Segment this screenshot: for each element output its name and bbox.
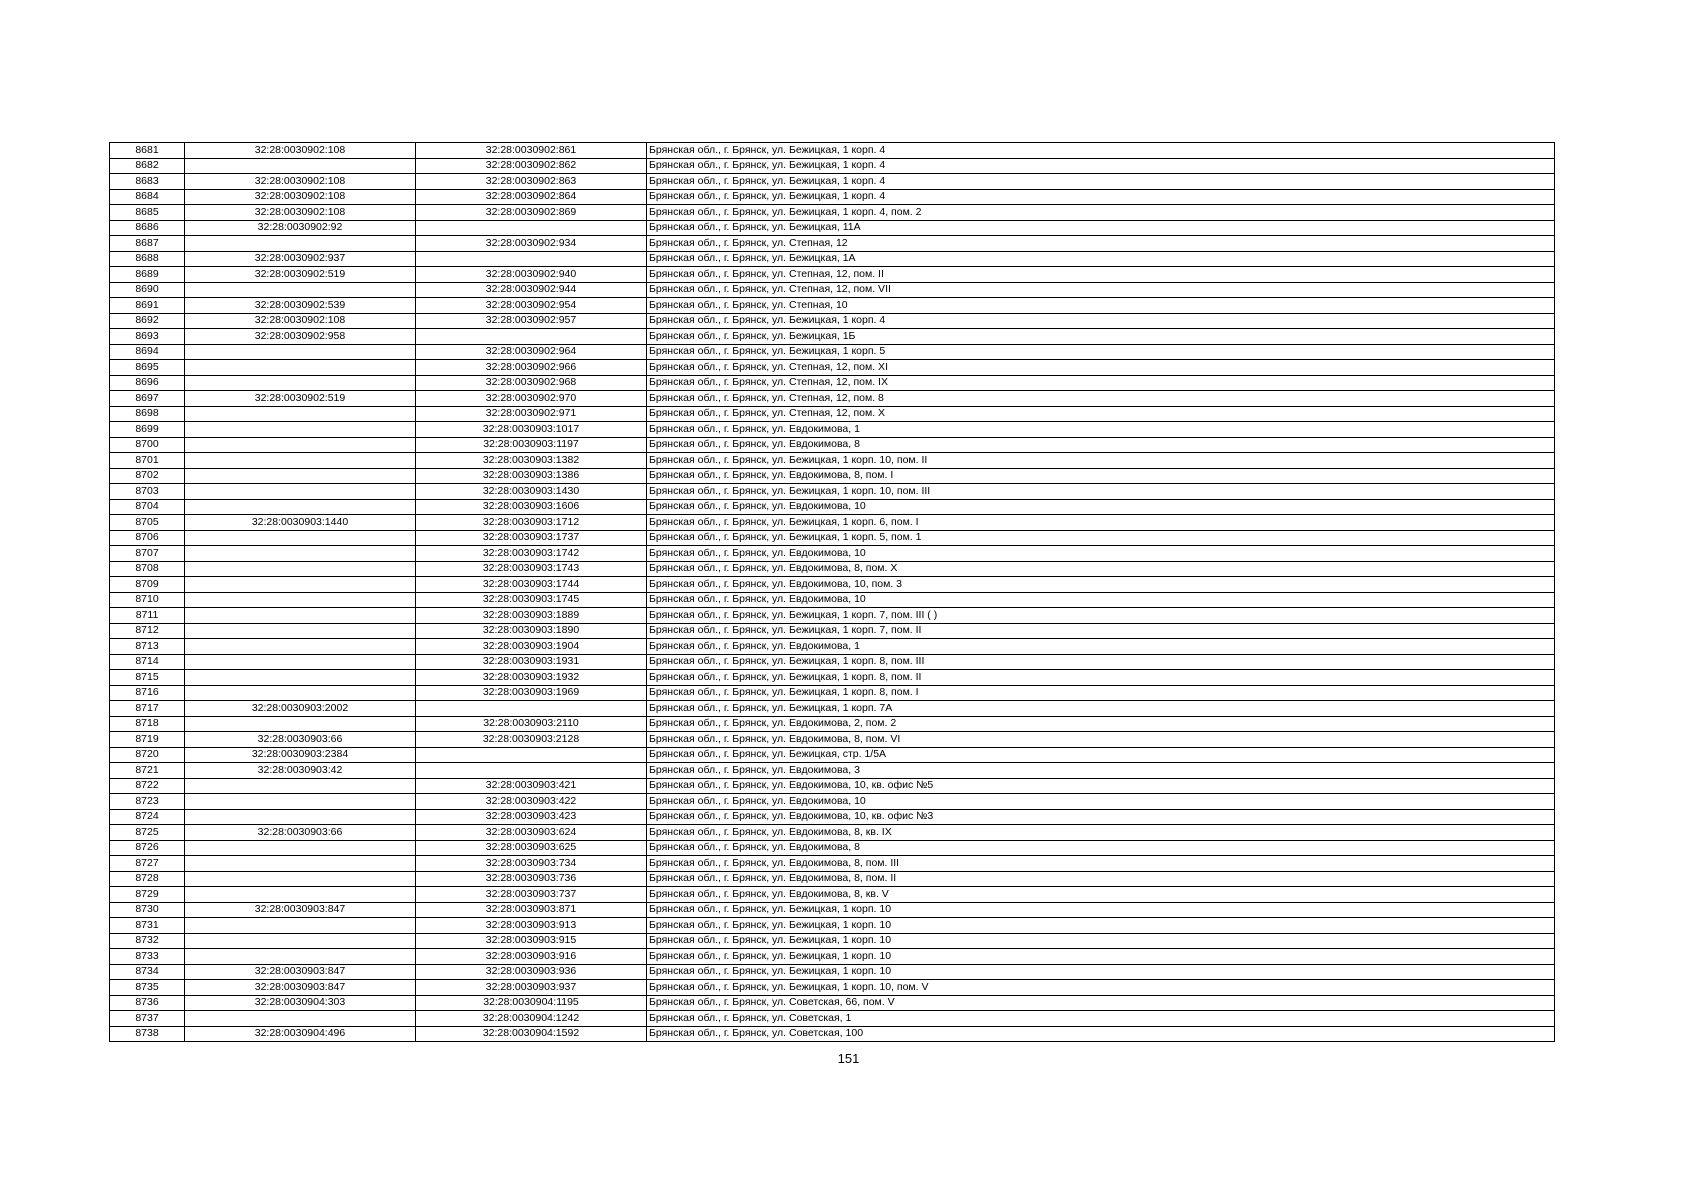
address-cell: Брянская обл., г. Брянск, ул. Бежицкая, 1 корп. 8, пом. I	[647, 685, 1555, 701]
row-number-cell: 8734	[110, 964, 185, 980]
row-number-cell: 8704	[110, 499, 185, 515]
address-cell: Брянская обл., г. Брянск, ул. Бежицкая, 1 корп. 7А	[647, 701, 1555, 717]
row-number-cell: 8735	[110, 980, 185, 996]
object-cadastral-number-cell: 32:28:0030902:971	[416, 406, 647, 422]
parcel-cadastral-number-cell: 32:28:0030902:108	[185, 205, 416, 221]
address-cell: Брянская обл., г. Брянск, ул. Бежицкая, 1 корп. 7, пом. III ( )	[647, 608, 1555, 624]
address-cell: Брянская обл., г. Брянск, ул. Степная, 12, пом. XI	[647, 360, 1555, 376]
table-row	[110, 546, 1555, 562]
row-number-cell: 8710	[110, 592, 185, 608]
row-number-cell: 8691	[110, 298, 185, 314]
object-cadastral-number-cell: 32:28:0030902:861	[416, 143, 647, 159]
parcel-cadastral-number-cell: 32:28:0030902:519	[185, 391, 416, 407]
object-cadastral-number-cell: 32:28:0030903:1606	[416, 499, 647, 515]
row-number-cell: 8706	[110, 530, 185, 546]
table-row	[110, 484, 1555, 500]
table-row	[110, 995, 1555, 1011]
parcel-cadastral-number-cell	[185, 871, 416, 887]
address-cell: Брянская обл., г. Брянск, ул. Евдокимова, 8	[647, 840, 1555, 856]
parcel-cadastral-number-cell	[185, 918, 416, 934]
parcel-cadastral-number-cell: 32:28:0030903:1440	[185, 515, 416, 531]
parcel-cadastral-number-cell	[185, 608, 416, 624]
row-number-cell: 8732	[110, 933, 185, 949]
parcel-cadastral-number-cell: 32:28:0030903:66	[185, 825, 416, 841]
table-row	[110, 499, 1555, 515]
address-cell: Брянская обл., г. Брянск, ул. Евдокимова, 8, кв. V	[647, 887, 1555, 903]
parcel-cadastral-number-cell	[185, 778, 416, 794]
row-number-cell: 8698	[110, 406, 185, 422]
row-number-cell: 8727	[110, 856, 185, 872]
object-cadastral-number-cell: 32:28:0030903:1017	[416, 422, 647, 438]
object-cadastral-number-cell: 32:28:0030902:968	[416, 375, 647, 391]
address-cell: Брянская обл., г. Брянск, ул. Бежицкая, 1 корп. 4, пом. 2	[647, 205, 1555, 221]
parcel-cadastral-number-cell	[185, 949, 416, 965]
object-cadastral-number-cell: 32:28:0030903:1743	[416, 561, 647, 577]
address-cell: Брянская обл., г. Брянск, ул. Бежицкая, 1 корп. 10	[647, 964, 1555, 980]
row-number-cell: 8686	[110, 220, 185, 236]
parcel-cadastral-number-cell: 32:28:0030902:108	[185, 143, 416, 159]
address-cell: Брянская обл., г. Брянск, ул. Степная, 12	[647, 236, 1555, 252]
address-cell: Брянская обл., г. Брянск, ул. Бежицкая, 1 корп. 8, пом. II	[647, 670, 1555, 686]
parcel-cadastral-number-cell	[185, 158, 416, 174]
object-cadastral-number-cell: 32:28:0030903:1744	[416, 577, 647, 593]
parcel-cadastral-number-cell: 32:28:0030902:958	[185, 329, 416, 345]
row-number-cell: 8695	[110, 360, 185, 376]
object-cadastral-number-cell: 32:28:0030902:863	[416, 174, 647, 190]
object-cadastral-number-cell: 32:28:0030903:937	[416, 980, 647, 996]
address-cell: Брянская обл., г. Брянск, ул. Бежицкая, 1 корп. 5, пом. 1	[647, 530, 1555, 546]
address-cell: Брянская обл., г. Брянск, ул. Бежицкая, 1 корп. 10	[647, 933, 1555, 949]
address-cell: Брянская обл., г. Брянск, ул. Евдокимова, 3	[647, 763, 1555, 779]
parcel-cadastral-number-cell	[185, 577, 416, 593]
object-cadastral-number-cell: 32:28:0030903:936	[416, 964, 647, 980]
address-cell: Брянская обл., г. Брянск, ул. Бежицкая, 1 корп. 8, пом. III	[647, 654, 1555, 670]
table-row	[110, 515, 1555, 531]
object-cadastral-number-cell	[416, 329, 647, 345]
address-cell: Брянская обл., г. Брянск, ул. Бежицкая, 1 корп. 7, пом. II	[647, 623, 1555, 639]
object-cadastral-number-cell: 32:28:0030902:864	[416, 189, 647, 205]
object-cadastral-number-cell: 32:28:0030903:423	[416, 809, 647, 825]
object-cadastral-number-cell: 32:28:0030903:871	[416, 902, 647, 918]
object-cadastral-number-cell: 32:28:0030903:1430	[416, 484, 647, 500]
object-cadastral-number-cell: 32:28:0030903:421	[416, 778, 647, 794]
object-cadastral-number-cell: 32:28:0030904:1592	[416, 1026, 647, 1042]
table-row	[110, 174, 1555, 190]
address-cell: Брянская обл., г. Брянск, ул. Советская, 100	[647, 1026, 1555, 1042]
row-number-cell: 8699	[110, 422, 185, 438]
table-row	[110, 639, 1555, 655]
table-row	[110, 887, 1555, 903]
address-cell: Брянская обл., г. Брянск, ул. Бежицкая, 1 корп. 10, пом. V	[647, 980, 1555, 996]
object-cadastral-number-cell: 32:28:0030903:625	[416, 840, 647, 856]
object-cadastral-number-cell: 32:28:0030903:1197	[416, 437, 647, 453]
object-cadastral-number-cell: 32:28:0030903:1742	[416, 546, 647, 562]
parcel-cadastral-number-cell: 32:28:0030903:66	[185, 732, 416, 748]
row-number-cell: 8721	[110, 763, 185, 779]
row-number-cell: 8723	[110, 794, 185, 810]
address-cell: Брянская обл., г. Брянск, ул. Бежицкая, 1 корп. 10	[647, 949, 1555, 965]
object-cadastral-number-cell: 32:28:0030903:916	[416, 949, 647, 965]
table-row	[110, 825, 1555, 841]
address-cell: Брянская обл., г. Брянск, ул. Степная, 12, пом. IX	[647, 375, 1555, 391]
address-cell: Брянская обл., г. Брянск, ул. Степная, 12, пом. 8	[647, 391, 1555, 407]
parcel-cadastral-number-cell	[185, 360, 416, 376]
table-row	[110, 608, 1555, 624]
row-number-cell: 8717	[110, 701, 185, 717]
table-row	[110, 964, 1555, 980]
table-row	[110, 344, 1555, 360]
table-row	[110, 933, 1555, 949]
row-number-cell: 8720	[110, 747, 185, 763]
table-row	[110, 530, 1555, 546]
row-number-cell: 8722	[110, 778, 185, 794]
row-number-cell: 8692	[110, 313, 185, 329]
table-row	[110, 577, 1555, 593]
table-row	[110, 267, 1555, 283]
table-row	[110, 236, 1555, 252]
parcel-cadastral-number-cell: 32:28:0030902:92	[185, 220, 416, 236]
address-cell: Брянская обл., г. Брянск, ул. Степная, 12, пом. II	[647, 267, 1555, 283]
address-cell: Брянская обл., г. Брянск, ул. Степная, 12, пом. VII	[647, 282, 1555, 298]
table-row	[110, 809, 1555, 825]
parcel-cadastral-number-cell: 32:28:0030903:847	[185, 902, 416, 918]
table-row	[110, 282, 1555, 298]
address-cell: Брянская обл., г. Брянск, ул. Евдокимова, 8, кв. IX	[647, 825, 1555, 841]
object-cadastral-number-cell	[416, 747, 647, 763]
table-row	[110, 949, 1555, 965]
row-number-cell: 8737	[110, 1011, 185, 1027]
address-cell: Брянская обл., г. Брянск, ул. Бежицкая, 1 корп. 10	[647, 918, 1555, 934]
row-number-cell: 8728	[110, 871, 185, 887]
row-number-cell: 8707	[110, 546, 185, 562]
table-row	[110, 360, 1555, 376]
parcel-cadastral-number-cell	[185, 933, 416, 949]
row-number-cell: 8690	[110, 282, 185, 298]
address-cell: Брянская обл., г. Брянск, ул. Бежицкая, 1 корп. 10	[647, 902, 1555, 918]
object-cadastral-number-cell: 32:28:0030902:966	[416, 360, 647, 376]
parcel-cadastral-number-cell	[185, 840, 416, 856]
parcel-cadastral-number-cell: 32:28:0030902:108	[185, 189, 416, 205]
parcel-cadastral-number-cell: 32:28:0030903:847	[185, 964, 416, 980]
object-cadastral-number-cell: 32:28:0030903:624	[416, 825, 647, 841]
address-cell: Брянская обл., г. Брянск, ул. Евдокимова, 10	[647, 546, 1555, 562]
table-row	[110, 716, 1555, 732]
address-cell: Брянская обл., г. Брянск, ул. Бежицкая, 1Б	[647, 329, 1555, 345]
table-row	[110, 654, 1555, 670]
page-number: 151	[837, 1051, 860, 1066]
table-row	[110, 592, 1555, 608]
table-row	[110, 422, 1555, 438]
parcel-cadastral-number-cell	[185, 499, 416, 515]
row-number-cell: 8696	[110, 375, 185, 391]
parcel-cadastral-number-cell	[185, 375, 416, 391]
parcel-cadastral-number-cell: 32:28:0030902:937	[185, 251, 416, 267]
address-cell: Брянская обл., г. Брянск, ул. Степная, 10	[647, 298, 1555, 314]
row-number-cell: 8726	[110, 840, 185, 856]
parcel-cadastral-number-cell	[185, 1011, 416, 1027]
cadastral-table	[109, 142, 1555, 1042]
parcel-cadastral-number-cell	[185, 484, 416, 500]
parcel-cadastral-number-cell	[185, 344, 416, 360]
parcel-cadastral-number-cell	[185, 794, 416, 810]
address-cell: Брянская обл., г. Брянск, ул. Бежицкая, 1 корп. 4	[647, 189, 1555, 205]
parcel-cadastral-number-cell	[185, 887, 416, 903]
object-cadastral-number-cell: 32:28:0030902:970	[416, 391, 647, 407]
address-cell: Брянская обл., г. Брянск, ул. Евдокимова, 10, пом. 3	[647, 577, 1555, 593]
parcel-cadastral-number-cell	[185, 716, 416, 732]
row-number-cell: 8685	[110, 205, 185, 221]
row-number-cell: 8724	[110, 809, 185, 825]
row-number-cell: 8716	[110, 685, 185, 701]
object-cadastral-number-cell: 32:28:0030903:1712	[416, 515, 647, 531]
address-cell: Брянская обл., г. Брянск, ул. Бежицкая, 1 корп. 10, пом. III	[647, 484, 1555, 500]
address-cell: Брянская обл., г. Брянск, ул. Бежицкая, 1 корп. 4	[647, 158, 1555, 174]
table-row	[110, 840, 1555, 856]
parcel-cadastral-number-cell: 32:28:0030902:539	[185, 298, 416, 314]
parcel-cadastral-number-cell	[185, 236, 416, 252]
parcel-cadastral-number-cell: 32:28:0030903:2384	[185, 747, 416, 763]
object-cadastral-number-cell: 32:28:0030903:2110	[416, 716, 647, 732]
object-cadastral-number-cell: 32:28:0030902:957	[416, 313, 647, 329]
address-cell: Брянская обл., г. Брянск, ул. Евдокимова, 10, кв. офис №5	[647, 778, 1555, 794]
parcel-cadastral-number-cell	[185, 422, 416, 438]
row-number-cell: 8718	[110, 716, 185, 732]
table-body	[110, 143, 1555, 1042]
object-cadastral-number-cell	[416, 251, 647, 267]
row-number-cell: 8730	[110, 902, 185, 918]
table-row	[110, 437, 1555, 453]
object-cadastral-number-cell: 32:28:0030903:1889	[416, 608, 647, 624]
parcel-cadastral-number-cell: 32:28:0030902:519	[185, 267, 416, 283]
parcel-cadastral-number-cell	[185, 561, 416, 577]
row-number-cell: 8701	[110, 453, 185, 469]
row-number-cell: 8711	[110, 608, 185, 624]
object-cadastral-number-cell	[416, 763, 647, 779]
row-number-cell: 8687	[110, 236, 185, 252]
row-number-cell: 8693	[110, 329, 185, 345]
row-number-cell: 8712	[110, 623, 185, 639]
row-number-cell: 8694	[110, 344, 185, 360]
parcel-cadastral-number-cell: 32:28:0030903:2002	[185, 701, 416, 717]
address-cell: Брянская обл., г. Брянск, ул. Бежицкая, стр. 1/5А	[647, 747, 1555, 763]
address-cell: Брянская обл., г. Брянск, ул. Степная, 12, пом. X	[647, 406, 1555, 422]
parcel-cadastral-number-cell	[185, 546, 416, 562]
table-row	[110, 1026, 1555, 1042]
row-number-cell: 8709	[110, 577, 185, 593]
table-row	[110, 313, 1555, 329]
parcel-cadastral-number-cell	[185, 623, 416, 639]
table-row	[110, 623, 1555, 639]
object-cadastral-number-cell: 32:28:0030902:934	[416, 236, 647, 252]
table-row	[110, 220, 1555, 236]
row-number-cell: 8702	[110, 468, 185, 484]
table-row	[110, 468, 1555, 484]
object-cadastral-number-cell: 32:28:0030903:734	[416, 856, 647, 872]
parcel-cadastral-number-cell	[185, 809, 416, 825]
object-cadastral-number-cell: 32:28:0030904:1242	[416, 1011, 647, 1027]
table-row	[110, 406, 1555, 422]
parcel-cadastral-number-cell	[185, 453, 416, 469]
address-cell: Брянская обл., г. Брянск, ул. Советская, 66, пом. V	[647, 995, 1555, 1011]
address-cell: Брянская обл., г. Брянск, ул. Евдокимова, 8, пом. II	[647, 871, 1555, 887]
object-cadastral-number-cell: 32:28:0030902:869	[416, 205, 647, 221]
parcel-cadastral-number-cell: 32:28:0030904:303	[185, 995, 416, 1011]
object-cadastral-number-cell: 32:28:0030902:964	[416, 344, 647, 360]
address-cell: Брянская обл., г. Брянск, ул. Бежицкая, 1 корп. 4	[647, 143, 1555, 159]
address-cell: Брянская обл., г. Брянск, ул. Евдокимова, 2, пом. 2	[647, 716, 1555, 732]
row-number-cell: 8725	[110, 825, 185, 841]
object-cadastral-number-cell: 32:28:0030903:2128	[416, 732, 647, 748]
parcel-cadastral-number-cell	[185, 468, 416, 484]
address-cell: Брянская обл., г. Брянск, ул. Бежицкая, 1 корп. 4	[647, 313, 1555, 329]
row-number-cell: 8697	[110, 391, 185, 407]
object-cadastral-number-cell: 32:28:0030903:1932	[416, 670, 647, 686]
object-cadastral-number-cell: 32:28:0030903:1386	[416, 468, 647, 484]
address-cell: Брянская обл., г. Брянск, ул. Евдокимова, 8, пом. I	[647, 468, 1555, 484]
table-row	[110, 778, 1555, 794]
parcel-cadastral-number-cell	[185, 639, 416, 655]
table-row	[110, 189, 1555, 205]
row-number-cell: 8681	[110, 143, 185, 159]
object-cadastral-number-cell: 32:28:0030902:940	[416, 267, 647, 283]
parcel-cadastral-number-cell: 32:28:0030902:108	[185, 174, 416, 190]
object-cadastral-number-cell: 32:28:0030903:913	[416, 918, 647, 934]
parcel-cadastral-number-cell	[185, 856, 416, 872]
table-row	[110, 158, 1555, 174]
address-cell: Брянская обл., г. Брянск, ул. Бежицкая, 11А	[647, 220, 1555, 236]
parcel-cadastral-number-cell	[185, 654, 416, 670]
row-number-cell: 8738	[110, 1026, 185, 1042]
object-cadastral-number-cell: 32:28:0030903:1931	[416, 654, 647, 670]
address-cell: Брянская обл., г. Брянск, ул. Евдокимова, 8, пом. VI	[647, 732, 1555, 748]
row-number-cell: 8708	[110, 561, 185, 577]
address-cell: Брянская обл., г. Брянск, ул. Бежицкая, 1 корп. 4	[647, 174, 1555, 190]
table-row	[110, 1011, 1555, 1027]
address-cell: Брянская обл., г. Брянск, ул. Евдокимова, 8, пом. X	[647, 561, 1555, 577]
address-cell: Брянская обл., г. Брянск, ул. Евдокимова, 8	[647, 437, 1555, 453]
parcel-cadastral-number-cell	[185, 592, 416, 608]
address-cell: Брянская обл., г. Брянск, ул. Бежицкая, 1А	[647, 251, 1555, 267]
parcel-cadastral-number-cell: 32:28:0030904:496	[185, 1026, 416, 1042]
table-row	[110, 902, 1555, 918]
table-row	[110, 143, 1555, 159]
parcel-cadastral-number-cell	[185, 282, 416, 298]
row-number-cell: 8736	[110, 995, 185, 1011]
table-row	[110, 375, 1555, 391]
row-number-cell: 8713	[110, 639, 185, 655]
address-cell: Брянская обл., г. Брянск, ул. Евдокимова, 1	[647, 639, 1555, 655]
table-row	[110, 561, 1555, 577]
address-cell: Брянская обл., г. Брянск, ул. Евдокимова, 1	[647, 422, 1555, 438]
table-row	[110, 298, 1555, 314]
parcel-cadastral-number-cell	[185, 685, 416, 701]
row-number-cell: 8688	[110, 251, 185, 267]
row-number-cell: 8700	[110, 437, 185, 453]
object-cadastral-number-cell: 32:28:0030903:915	[416, 933, 647, 949]
address-cell: Брянская обл., г. Брянск, ул. Евдокимова, 10	[647, 794, 1555, 810]
parcel-cadastral-number-cell	[185, 670, 416, 686]
object-cadastral-number-cell: 32:28:0030902:862	[416, 158, 647, 174]
row-number-cell: 8705	[110, 515, 185, 531]
row-number-cell: 8733	[110, 949, 185, 965]
row-number-cell: 8683	[110, 174, 185, 190]
row-number-cell: 8729	[110, 887, 185, 903]
object-cadastral-number-cell: 32:28:0030903:1737	[416, 530, 647, 546]
object-cadastral-number-cell: 32:28:0030903:1969	[416, 685, 647, 701]
object-cadastral-number-cell: 32:28:0030902:954	[416, 298, 647, 314]
table-row	[110, 251, 1555, 267]
object-cadastral-number-cell: 32:28:0030904:1195	[416, 995, 647, 1011]
table-row	[110, 856, 1555, 872]
row-number-cell: 8715	[110, 670, 185, 686]
object-cadastral-number-cell: 32:28:0030903:737	[416, 887, 647, 903]
table-row	[110, 453, 1555, 469]
table-row	[110, 670, 1555, 686]
table-row	[110, 685, 1555, 701]
table-row	[110, 794, 1555, 810]
object-cadastral-number-cell	[416, 701, 647, 717]
table-row	[110, 329, 1555, 345]
table-row	[110, 391, 1555, 407]
parcel-cadastral-number-cell	[185, 437, 416, 453]
row-number-cell: 8689	[110, 267, 185, 283]
parcel-cadastral-number-cell	[185, 530, 416, 546]
table-row	[110, 205, 1555, 221]
parcel-cadastral-number-cell: 32:28:0030902:108	[185, 313, 416, 329]
object-cadastral-number-cell	[416, 220, 647, 236]
address-cell: Брянская обл., г. Брянск, ул. Евдокимова, 10, кв. офис №3	[647, 809, 1555, 825]
object-cadastral-number-cell: 32:28:0030903:1745	[416, 592, 647, 608]
table-row	[110, 701, 1555, 717]
object-cadastral-number-cell: 32:28:0030903:1904	[416, 639, 647, 655]
table-row	[110, 732, 1555, 748]
address-cell: Брянская обл., г. Брянск, ул. Евдокимова, 10	[647, 499, 1555, 515]
row-number-cell: 8714	[110, 654, 185, 670]
object-cadastral-number-cell: 32:28:0030903:736	[416, 871, 647, 887]
row-number-cell: 8703	[110, 484, 185, 500]
address-cell: Брянская обл., г. Брянск, ул. Евдокимова, 10	[647, 592, 1555, 608]
table-row	[110, 871, 1555, 887]
object-cadastral-number-cell: 32:28:0030902:944	[416, 282, 647, 298]
address-cell: Брянская обл., г. Брянск, ул. Советская, 1	[647, 1011, 1555, 1027]
parcel-cadastral-number-cell: 32:28:0030903:42	[185, 763, 416, 779]
table-row	[110, 763, 1555, 779]
address-cell: Брянская обл., г. Брянск, ул. Бежицкая, 1 корп. 6, пом. I	[647, 515, 1555, 531]
object-cadastral-number-cell: 32:28:0030903:1382	[416, 453, 647, 469]
row-number-cell: 8684	[110, 189, 185, 205]
address-cell: Брянская обл., г. Брянск, ул. Бежицкая, 1 корп. 5	[647, 344, 1555, 360]
table-row	[110, 918, 1555, 934]
object-cadastral-number-cell: 32:28:0030903:1890	[416, 623, 647, 639]
parcel-cadastral-number-cell: 32:28:0030903:847	[185, 980, 416, 996]
address-cell: Брянская обл., г. Брянск, ул. Евдокимова, 8, пом. III	[647, 856, 1555, 872]
object-cadastral-number-cell: 32:28:0030903:422	[416, 794, 647, 810]
table-row	[110, 747, 1555, 763]
parcel-cadastral-number-cell	[185, 406, 416, 422]
row-number-cell: 8719	[110, 732, 185, 748]
table-row	[110, 980, 1555, 996]
row-number-cell: 8682	[110, 158, 185, 174]
address-cell: Брянская обл., г. Брянск, ул. Бежицкая, 1 корп. 10, пом. II	[647, 453, 1555, 469]
row-number-cell: 8731	[110, 918, 185, 934]
